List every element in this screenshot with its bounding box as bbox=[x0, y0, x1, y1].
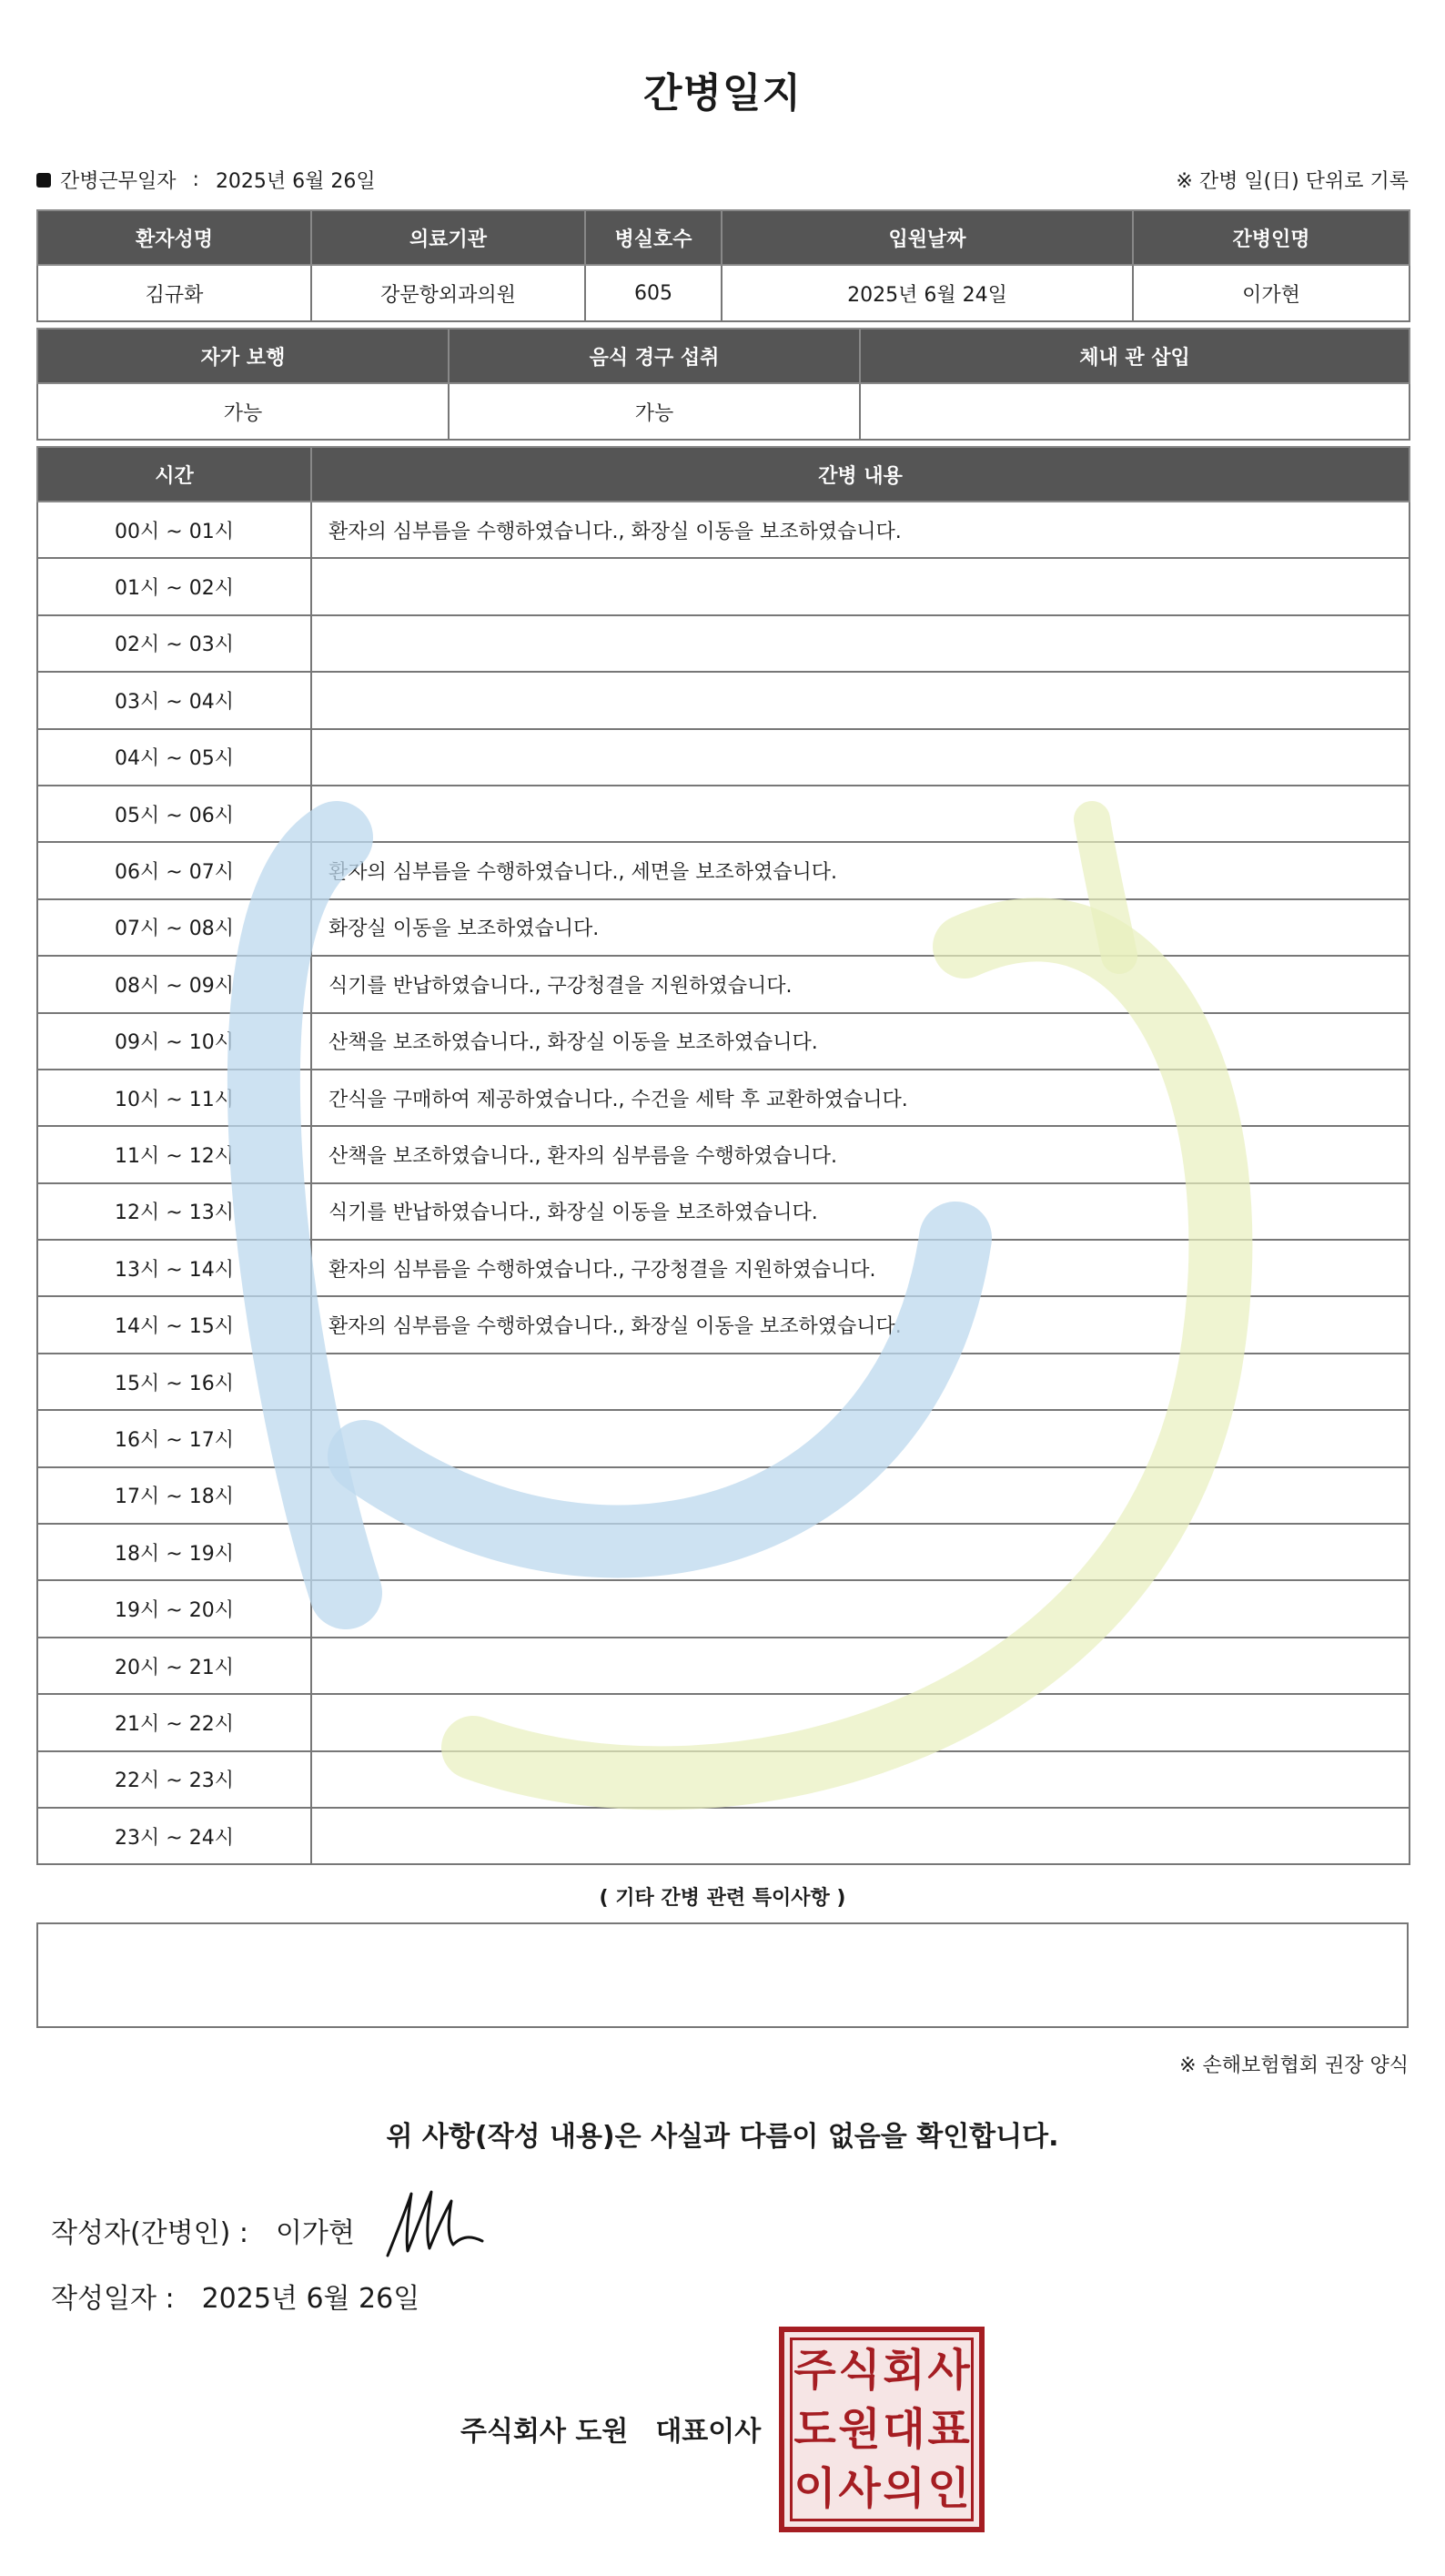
author-row bbox=[51, 2210, 355, 2250]
care-log-row bbox=[37, 1126, 1410, 1182]
association-note: ※ 손해보험협회 권장 양식 bbox=[1179, 2054, 1409, 2077]
care-log-content bbox=[311, 1524, 1410, 1580]
care-log-time: 02시 ~ 03시 bbox=[37, 615, 311, 672]
care-log-row bbox=[37, 786, 1410, 842]
care-log-row bbox=[37, 672, 1410, 728]
care-log-time: 17시 ~ 18시 bbox=[37, 1467, 311, 1524]
confirmation-statement: 위 사항(작성 내용)은 사실과 다름이 없음을 확인합니다. bbox=[386, 2121, 1059, 2153]
care-log-content bbox=[311, 1694, 1410, 1750]
care-log-time: 03시 ~ 04시 bbox=[37, 672, 311, 728]
written-date-row bbox=[51, 2276, 419, 2316]
care-log-row bbox=[37, 1296, 1410, 1353]
care-log-content: 환자의 심부름을 수행하였습니다., 세면을 보조하였습니다. bbox=[311, 842, 1410, 898]
care-log-content: 화장실 이동을 보조하였습니다. bbox=[311, 899, 1410, 956]
header-caregiver-name: 간병인명 bbox=[1133, 210, 1410, 265]
patient-info-value-row bbox=[37, 265, 1410, 321]
care-log-row bbox=[37, 1183, 1410, 1240]
care-log-content bbox=[311, 1638, 1410, 1694]
care-log-time: 21시 ~ 22시 bbox=[37, 1694, 311, 1750]
seal-character: 표 bbox=[927, 2403, 970, 2455]
care-log-content bbox=[311, 1580, 1410, 1637]
room-number: 605 bbox=[585, 265, 722, 321]
status-value-row bbox=[37, 383, 1410, 440]
caregiver-name: 이가현 bbox=[1133, 265, 1410, 321]
work-date-label: 간병근무일자 bbox=[60, 170, 177, 193]
care-log-row bbox=[37, 1580, 1410, 1637]
care-log-time: 14시 ~ 15시 bbox=[37, 1296, 311, 1353]
care-log-row bbox=[37, 729, 1410, 786]
unit-note: ※ 간병 일(日) 단위로 기록 bbox=[1176, 170, 1409, 193]
care-log-time: 04시 ~ 05시 bbox=[37, 729, 311, 786]
seal-character: 사 bbox=[927, 2344, 970, 2396]
care-log-time: 10시 ~ 11시 bbox=[37, 1070, 311, 1126]
care-log-content bbox=[311, 672, 1410, 728]
patient-status-table bbox=[36, 328, 1410, 441]
patient-name: 김규화 bbox=[37, 265, 311, 321]
care-log-content: 식기를 반납하였습니다., 화장실 이동을 보조하였습니다. bbox=[311, 1183, 1410, 1240]
hospital-name: 강문항외과의원 bbox=[311, 265, 585, 321]
care-log-row bbox=[37, 1410, 1410, 1466]
header-care-content: 간병 내용 bbox=[311, 447, 1410, 502]
author-name: 이가현 bbox=[275, 2217, 355, 2249]
care-log-header-row bbox=[37, 447, 1410, 502]
care-log-row bbox=[37, 502, 1410, 558]
seal-character: 의 bbox=[883, 2463, 925, 2515]
care-log-content bbox=[311, 786, 1410, 842]
care-log-content: 환자의 심부름을 수행하였습니다., 화장실 이동을 보조하였습니다. bbox=[311, 1296, 1410, 1353]
header-oral-intake: 음식 경구 섭취 bbox=[449, 329, 860, 383]
care-log-content: 식기를 반납하였습니다., 구강청결을 지원하였습니다. bbox=[311, 956, 1410, 1012]
bullet-square-icon bbox=[36, 173, 51, 188]
care-log-row bbox=[37, 842, 1410, 898]
care-log-time: 19시 ~ 20시 bbox=[37, 1580, 311, 1637]
care-log-time: 11시 ~ 12시 bbox=[37, 1126, 311, 1182]
care-log-time: 00시 ~ 01시 bbox=[37, 502, 311, 558]
care-log-row bbox=[37, 1013, 1410, 1070]
care-log-row bbox=[37, 1524, 1410, 1580]
company-seal-stamp bbox=[779, 2327, 985, 2532]
patient-info-header-row bbox=[37, 210, 1410, 265]
care-log-content: 환자의 심부름을 수행하였습니다., 화장실 이동을 보조하였습니다. bbox=[311, 502, 1410, 558]
colon: : bbox=[192, 168, 199, 191]
care-log-row bbox=[37, 558, 1410, 614]
care-log-time: 07시 ~ 08시 bbox=[37, 899, 311, 956]
company-name: 주식회사 도원 bbox=[460, 2416, 629, 2448]
author-label: 작성자(간병인) : bbox=[51, 2217, 248, 2249]
care-log-row bbox=[37, 899, 1410, 956]
header-time: 시간 bbox=[37, 447, 311, 502]
care-log-content: 산책을 보조하였습니다., 환자의 심부름을 수행하였습니다. bbox=[311, 1126, 1410, 1182]
care-log-content bbox=[311, 1410, 1410, 1466]
seal-character: 인 bbox=[927, 2463, 970, 2515]
care-log-content bbox=[311, 1467, 1410, 1524]
care-log-row bbox=[37, 1467, 1410, 1524]
patient-info-table bbox=[36, 209, 1410, 322]
care-log-content: 산책을 보조하였습니다., 화장실 이동을 보조하였습니다. bbox=[311, 1013, 1410, 1070]
admission-date: 2025년 6월 24일 bbox=[722, 265, 1133, 321]
care-log-row bbox=[37, 1808, 1410, 1864]
seal-character: 도 bbox=[793, 2403, 836, 2455]
care-log-time: 15시 ~ 16시 bbox=[37, 1354, 311, 1410]
page-title: 간병일지 bbox=[642, 70, 802, 117]
seal-character: 원 bbox=[838, 2403, 881, 2455]
care-log-row bbox=[37, 1070, 1410, 1126]
etc-section-title: ( 기타 간병 관련 특이사항 ) bbox=[599, 1887, 846, 1910]
care-log-row bbox=[37, 1751, 1410, 1808]
care-log-row bbox=[37, 1240, 1410, 1296]
care-log-time: 22시 ~ 23시 bbox=[37, 1751, 311, 1808]
work-date-row bbox=[36, 166, 376, 194]
header-tube-insertion: 체내 관 삽입 bbox=[860, 329, 1410, 383]
care-log-row bbox=[37, 1638, 1410, 1694]
care-log-table bbox=[36, 446, 1410, 1865]
care-log-row bbox=[37, 1354, 1410, 1410]
care-log-content: 환자의 심부름을 수행하였습니다., 구강청결을 지원하였습니다. bbox=[311, 1240, 1410, 1296]
self-walking-value: 가능 bbox=[37, 383, 449, 440]
care-log-time: 05시 ~ 06시 bbox=[37, 786, 311, 842]
care-log-time: 08시 ~ 09시 bbox=[37, 956, 311, 1012]
care-log-time: 01시 ~ 02시 bbox=[37, 558, 311, 614]
care-log-content bbox=[311, 558, 1410, 614]
care-log-content bbox=[311, 729, 1410, 786]
care-log-content bbox=[311, 615, 1410, 672]
care-log-content bbox=[311, 1354, 1410, 1410]
seal-character: 회 bbox=[883, 2344, 925, 2396]
company-signoff bbox=[460, 2409, 761, 2449]
header-self-walking: 자가 보행 bbox=[37, 329, 449, 383]
care-log-content bbox=[311, 1808, 1410, 1864]
care-log-time: 18시 ~ 19시 bbox=[37, 1524, 311, 1580]
seal-character: 주 bbox=[793, 2344, 836, 2396]
seal-character: 이 bbox=[793, 2463, 836, 2515]
signature-image bbox=[380, 2183, 490, 2265]
care-log-row bbox=[37, 615, 1410, 672]
care-log-time: 23시 ~ 24시 bbox=[37, 1808, 311, 1864]
care-log-content bbox=[311, 1751, 1410, 1808]
seal-character: 사 bbox=[838, 2463, 881, 2515]
care-log-row bbox=[37, 1694, 1410, 1750]
care-log-time: 12시 ~ 13시 bbox=[37, 1183, 311, 1240]
care-log-time: 06시 ~ 07시 bbox=[37, 842, 311, 898]
seal-character: 대 bbox=[883, 2403, 925, 2455]
care-log-time: 13시 ~ 14시 bbox=[37, 1240, 311, 1296]
header-patient-name: 환자성명 bbox=[37, 210, 311, 265]
oral-intake-value: 가능 bbox=[449, 383, 860, 440]
header-room: 병실호수 bbox=[585, 210, 722, 265]
header-admission-date: 입원날짜 bbox=[722, 210, 1133, 265]
seal-character: 식 bbox=[838, 2344, 881, 2396]
care-log-time: 16시 ~ 17시 bbox=[37, 1410, 311, 1466]
etc-notes-box bbox=[36, 1922, 1409, 2028]
care-log-content: 간식을 구매하여 제공하였습니다., 수건을 세탁 후 교환하였습니다. bbox=[311, 1070, 1410, 1126]
care-log-time: 09시 ~ 10시 bbox=[37, 1013, 311, 1070]
company-representative-title: 대표이사 bbox=[655, 2416, 762, 2448]
care-log-time: 20시 ~ 21시 bbox=[37, 1638, 311, 1694]
tube-insertion-value bbox=[860, 383, 1410, 440]
written-date-value: 2025년 6월 26일 bbox=[201, 2283, 420, 2315]
work-date-value: 2025년 6월 26일 bbox=[215, 170, 376, 193]
status-header-row bbox=[37, 329, 1410, 383]
written-date-label: 작성일자 : bbox=[51, 2283, 175, 2315]
header-hospital: 의료기관 bbox=[311, 210, 585, 265]
care-log-row bbox=[37, 956, 1410, 1012]
